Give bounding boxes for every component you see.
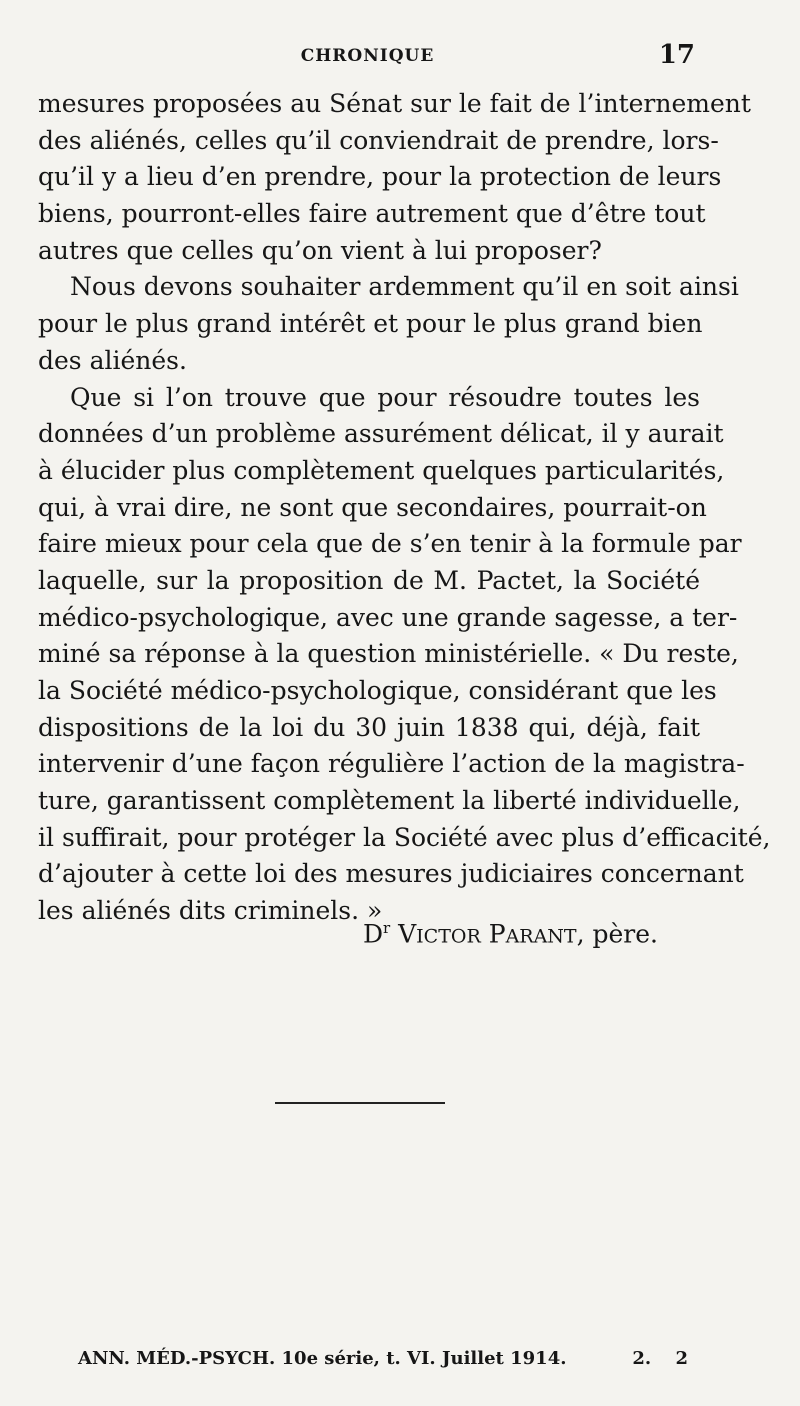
text-line: dispositions de la loi du 30 juin 1838 qui, déjà, fait <box>38 712 700 742</box>
page-footer <box>78 1348 688 1378</box>
signature-last-name-rest: ARANT <box>505 925 577 948</box>
running-head <box>40 40 695 70</box>
text-line: d’ajouter à cette loi des mesures judiciaires concernant <box>38 859 744 889</box>
end-rule <box>275 1102 445 1104</box>
text-line: intervenir d’une façon régulière l’action de la magistra- <box>38 749 745 779</box>
text-line: qui, à vrai dire, ne sont que secondaires, pourrait-on <box>38 492 707 522</box>
text-line: autres que celles qu’on vient à lui proposer? <box>38 235 602 265</box>
signature-initial-first: V <box>398 919 417 949</box>
page-number: 17 <box>658 40 695 70</box>
text-line: la Société médico-psychologique, considérant que les <box>38 676 717 705</box>
signature-title-sup: r <box>382 919 391 937</box>
text-line: médico-psychologique, avec une grande sagesse, a ter- <box>38 602 738 632</box>
signature-title: D <box>362 919 383 949</box>
signature-initial-last: P <box>488 919 506 949</box>
text-line: pour le plus grand intérêt et pour le plus grand bien <box>38 309 703 339</box>
text-line: ture, garantissent complètement la liberté individuelle, <box>38 786 741 816</box>
text-line: mesures proposées au Sénat sur le fait de l’internement <box>38 89 751 118</box>
journal-reference: ANN. MÉD.-PSYCH. 10e série, t. VI. Juillet 1914. <box>78 1348 567 1369</box>
running-title: CHRONIQUE <box>300 46 435 66</box>
text-line: des aliénés. <box>38 345 187 375</box>
text-line: données d’un problème assurément délicat, il y aurait <box>38 419 724 449</box>
text-line: il suffirait, pour protéger la Société avec plus d’efficacité, <box>38 822 771 852</box>
body-text <box>38 86 771 930</box>
text-line: à élucider plus complètement quelques particularités, <box>38 455 725 485</box>
author-signature <box>363 910 658 954</box>
text-line: les aliénés dits criminels. » <box>38 896 383 926</box>
text-line: biens, pourront-elles faire autrement que d’être tout <box>38 199 706 229</box>
text-line: miné sa réponse à la question ministérielle. « Du reste, <box>38 639 739 669</box>
text-line: qu’il y a lieu d’en prendre, pour la protection de leurs <box>38 162 722 192</box>
text-line: des aliénés, celles qu’il conviendrait de prendre, lors- <box>38 125 719 155</box>
text-line: laquelle, sur la proposition de M. Pactet, la Société <box>38 565 700 595</box>
signature-mark: 2. 2 <box>632 1348 688 1369</box>
signature-suffix: , père. <box>576 919 658 949</box>
text-line: Nous devons souhaiter ardemment qu’il en soit ainsi <box>70 272 739 302</box>
text-line: faire mieux pour cela que de s’en tenir à la formule par <box>38 529 742 559</box>
signature-first-name-rest: ICTOR <box>416 925 481 948</box>
text-line: Que si l’on trouve que pour résoudre toutes les <box>70 382 700 412</box>
